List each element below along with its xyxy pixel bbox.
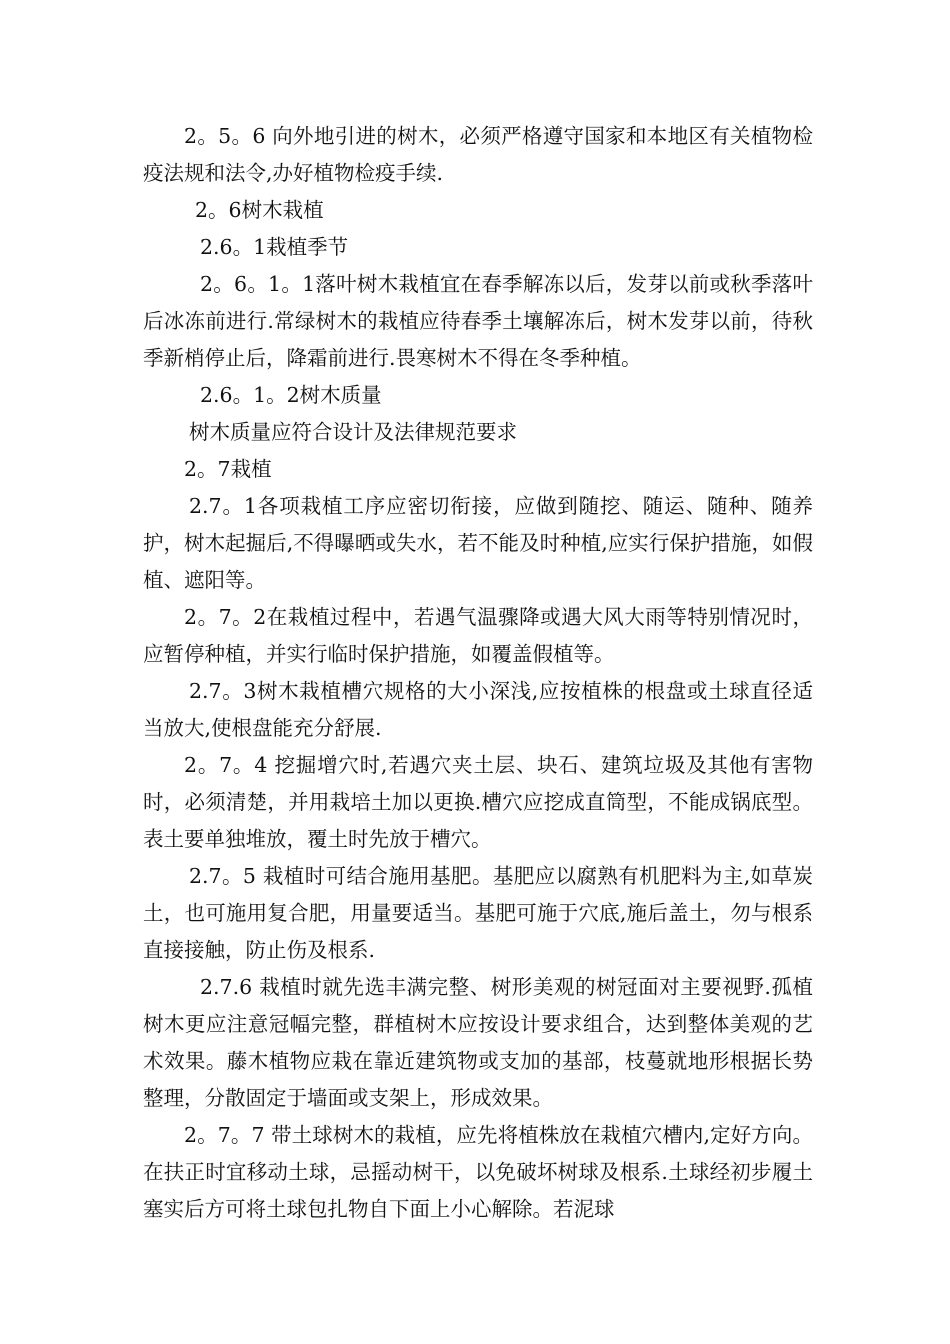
heading-2-6-1-2: 2.6。1。2树木质量 [200, 383, 382, 407]
heading-2-6-1: 2.6。1栽植季节 [200, 235, 349, 259]
heading-2-6: 2。6树木栽植 [195, 198, 324, 222]
paragraph-2-7-4: 2。7。4 挖掘增穴时,若遇穴夹土层、块石、建筑垃圾及其他有害物时，必须清楚，并用栽培土加以更换.槽穴应挖成直筒型，不能成锅底型。表土要单独堆放，覆土时先放于槽穴。 [143, 753, 813, 851]
paragraph-2-7-1: 2.7。1各项栽植工序应密切衔接，应做到随挖、随运、随种、随养护，树木起掘后,不得曝晒或失水，若不能及时种植,应实行保护措施，如假植、遮阳等。 [143, 494, 813, 592]
paragraph-2-7-7: 2。7。7 带土球树木的栽植，应先将植株放在栽植穴槽内,定好方向。在扶正时宜移动土球，忌摇动树干，以免破坏树球及根系.土球经初步履土塞实后方可将土球包扎物自下面上小心解除。若泥球 [143, 1123, 813, 1221]
paragraph-tree-quality: 树木质量应符合设计及法律规范要求 [189, 420, 517, 444]
paragraph-2-7-3: 2.7。3树木栽植槽穴规格的大小深浅,应按植株的根盘或土球直径适当放大,使根盘能充分舒展. [143, 679, 813, 740]
heading-2-7: 2。7栽植 [184, 457, 272, 481]
paragraph-2-7-2: 2。7。2在栽植过程中，若遇气温骤降或遇大风大雨等特别情况时，应暂停种植，并实行临时保护措施，如覆盖假植等。 [143, 605, 813, 666]
paragraph-2-5-6: 2。5。6 向外地引进的树木，必须严格遵守国家和本地区有关植物检疫法规和法令,办好植物检疫手续. [143, 124, 813, 185]
paragraph-2-7-5: 2.7。5 栽植时可结合施用基肥。基肥应以腐熟有机肥料为主,如草炭土，也可施用复合肥，用量要适当。基肥可施于穴底,施后盖土，勿与根系直接接触，防止伤及根系. [143, 864, 813, 962]
paragraph-2-6-1-1: 2。6。1。1落叶树木栽植宜在春季解冻以后，发芽以前或秋季落叶后冰冻前进行.常绿树木的栽植应待春季土壤解冻后，树木发芽以前，待秋季新梢停止后，降霜前进行.畏寒树木不得在冬季种植。 [143, 272, 813, 370]
paragraph-2-7-6: 2.7.6 栽植时就先选丰满完整、树形美观的树冠面对主要视野.孤植树木更应注意冠幅完整，群植树木应按设计要求组合，达到整体美观的艺术效果。藤木植物应栽在靠近建筑物或支加的基部，枝蔓就地形根据长势整理，分散固定于墙面或支架上，形成效果。 [143, 975, 813, 1110]
document-body [143, 118, 813, 1228]
